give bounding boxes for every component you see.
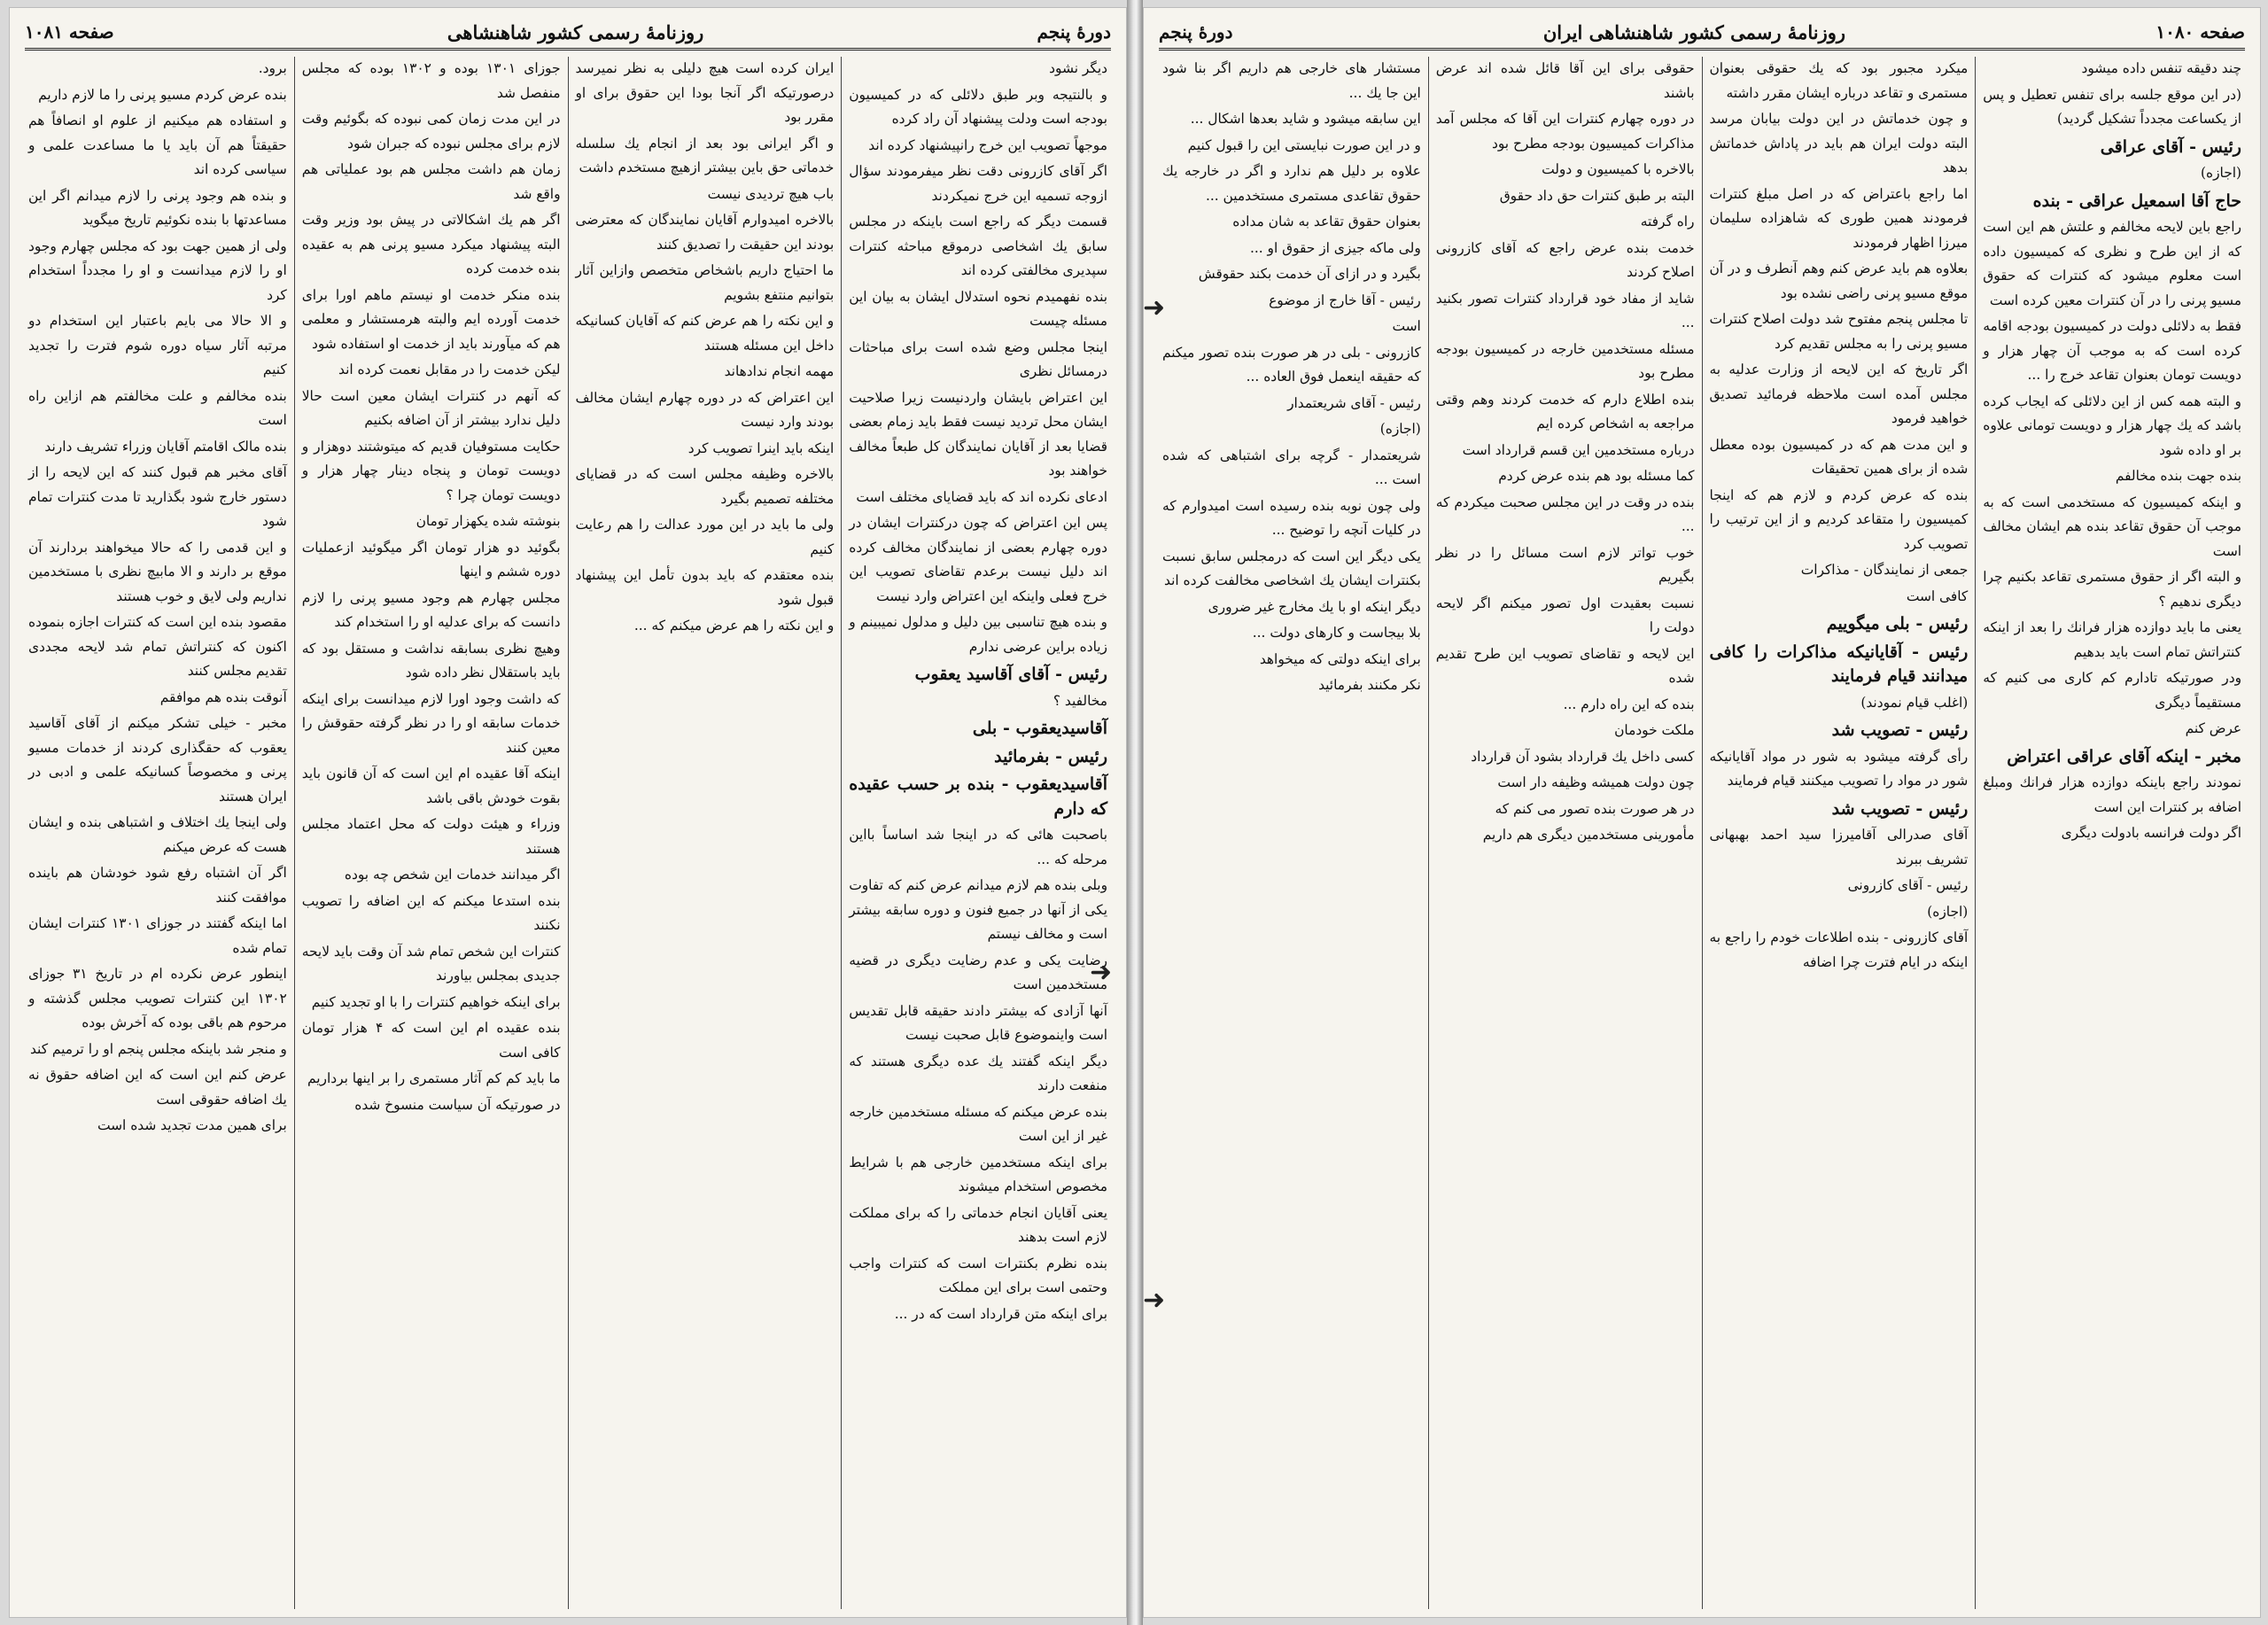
speaker-line: رئیس - آقایانیکه مذاکرات را کافی میدانند قیام فرمایند (1709, 641, 1969, 686)
paragraph: درباره مستخدمین این قسم قرارداد است (1462, 441, 1695, 458)
margin-arrow-icon: ➜ (1143, 292, 1166, 323)
paragraph: (در این موقع جلسه برای تنفس تعطیل و پس از یکساعت مجدداً تشکیل گردید) (1983, 86, 2241, 127)
right-page-edition: دورهٔ پنجم (1159, 21, 1233, 43)
paragraph: قسمت دیگر که راجع است باینکه در مجلس سابق یك اشخاصی درموقع مباحثه کنترات سپدیری مخالفتی کرده اند (849, 214, 1107, 278)
paragraph: و استفاده هم میکنیم از علوم او انصافاً هم حقیقتاً هم آن باید یا ما مساعدت علمی و سیاسی کرده اند (28, 113, 287, 177)
paragraph: مستشار های خارجی هم داریم اگر بنا شود این جا یك ... (1162, 60, 1421, 101)
paragraph: ملکت خودمان (1614, 722, 1695, 738)
paragraph: در صورتیکه آن سیاست منسوخ شده (354, 1096, 561, 1113)
paragraph: و بنده هیچ تناسبی بین دلیل و مدلول نمیبینم و زیاده براین عرضی ندارم (849, 614, 1107, 655)
paragraph: علاوه بر دلیل هم ندارد و اگر در خارجه یك حقوق تقاعدی مستمری مستخدمین ... (1162, 163, 1421, 204)
paragraph: شاید از مفاد خود قرارداد کنترات تصور بکنید ... (1435, 290, 1695, 330)
paragraph: اگر میدانند خدمات این شخص چه بوده (344, 867, 561, 882)
paragraph: میکرد مجبور بود که یك حقوقی بعنوان مستمری و تقاعد درباره ایشان مقرر داشته (1709, 60, 1969, 101)
paragraph: موجهاً تصویب این خرج رانپیشنهاد کرده اند (868, 136, 1107, 153)
paragraph: (اغلب قیام نمودند) (1860, 694, 1969, 711)
speaker-line: رئیس - بفرمائید (994, 746, 1107, 766)
margin-arrow-icon: ➜ (1143, 1285, 1166, 1316)
right-page (1143, 7, 2261, 1618)
paragraph: بلا بیجاست و کارهای دولت ... (1252, 625, 1421, 641)
paragraph: بنده جهت بنده مخالفم (2115, 468, 2241, 484)
speaker-line: مخبر - اینکه آقای عراقی اعتراض (2007, 746, 2241, 766)
paragraph: فقط به دلائلی دولت در کمیسیون بودجه اقامه کرده است که به موجب آن چهار هزار و دویست تومان بعنوان تقاعد خرج را ... (1983, 318, 2241, 383)
paragraph: ولی از همین جهت بود که مجلس چهارم وجود او را لازم میدانست و او را مجدداً استخدام کرد (28, 237, 287, 303)
paragraph: مجلس چهارم هم وجود مسیو پرنی را لازم دانست که برای عدلیه او را استخدام کند (301, 589, 561, 630)
paragraph: بنده استدعا میکنم که این اضافه را تصویب نکنند (301, 892, 561, 933)
paragraph: کافی است (1906, 587, 1969, 604)
right-page-column (1155, 57, 1428, 1609)
paragraph: بنده عرض کردم مسیو پرنی را ما لازم داریم (38, 86, 287, 103)
paragraph: آقای کازرونی - بنده اطلاعات خودم را راجع به اینکه در ایام فترت چرا اضافه (1709, 929, 1969, 970)
paragraph: اینجا مجلس وضع شده است برای مباحثات درمسائل نظری (849, 338, 1107, 379)
paragraph: ما احتیاج داریم باشخاص متخصص وازاین آثار بتوانیم منتفع بشویم (575, 262, 835, 303)
paragraph: است (1392, 318, 1421, 334)
paragraph: و منجر شد باینکه مجلس پنجم او را ترمیم کند (29, 1040, 287, 1057)
paragraph: و البته اگر از حقوق مستمری تقاعد بکنیم چرا دیگری ندهیم ؟ (1983, 569, 2241, 610)
paragraph: در این مدت زمان کمی نبوده که بگوئیم وقت لازم برای مجلس نبوده که جبران شود (301, 111, 561, 152)
paragraph: (اجازه) (1927, 903, 1969, 920)
speaker-line: رئیس - تصویب شد (1831, 798, 1969, 819)
paragraph: بعلاوه هم باید عرض کنم وهم آنطرف و در آن موقع مسیو پرنی راضی نشده بود (1709, 260, 1969, 301)
paragraph: و اگر ایرانی بود بعد از انجام یك سلسله خدماتی حق باین بیشتر ازهیچ مستخدم داشت (575, 135, 835, 175)
paragraph: و این نکته را هم عرض کنم که آقایان کسانیکه داخل این مسئله هستند (575, 313, 835, 354)
speaker-line: رئیس - آقای عراقی (2100, 136, 2241, 157)
right-page-header (1159, 16, 2245, 51)
paragraph: این سابقه میشود و شاید بعدها اشکال ... (1190, 111, 1421, 127)
left-page-number: صفحه ۱۰۸۱ (25, 21, 114, 43)
paragraph: (اجازه) (2201, 165, 2241, 181)
paragraph: آقای مخبر هم قبول کنند که این لایحه را از دستور خارج شود بگذارید تا مدت کنترات تمام شود (28, 464, 287, 529)
right-page-title: روزنامهٔ رسمی کشور شاهنشاهی ایران (1542, 20, 1845, 43)
paragraph: راجع باین لایحه مخالفم و علتش هم این است که از این طرح و نظری که کمیسیون داده است معلوم میشود که کنترات که حقوق مسیو پرنی را در آن کنترات معین کرده است (1983, 219, 2241, 308)
paragraph: که داشت وجود اورا لازم میدانست برای اینکه خدمات سابقه او را در نظر گرفته حقوقش را معین کنند (301, 690, 561, 756)
paragraph: برای همین مدت تجدید شده است (97, 1117, 287, 1133)
paragraph: برای اینکه دولتی که میخواهد (1259, 650, 1421, 667)
paragraph: حکایت مستوفیان قدیم که میتوشتند دوهزار و دویست تومان و پنجاه دینار چهار هزار و دویست تومان چرا ؟ (301, 438, 561, 503)
right-page-columns (1155, 57, 2249, 1609)
paragraph: کسی داخل یك قرارداد بشود آن قرارداد (1471, 748, 1695, 765)
paragraph: بعنوان حقوق تقاعد به شان مداده (1232, 214, 1421, 229)
paragraph: جمعی از نمایندگان - مذاکرات (1800, 562, 1969, 578)
paragraph: دیگر اینکه گفتند یك عده دیگری هستند که منفعت دارند (849, 1053, 1107, 1093)
paragraph: ولی چون نوبه بنده رسیده است امیدوارم که در کلیات آنچه را توضیح ... (1162, 497, 1421, 538)
paragraph: و این نکته را هم عرض میکنم که ... (633, 618, 835, 634)
left-page-edition: دورهٔ پنجم (1037, 21, 1111, 43)
paragraph: مخالفید ؟ (1052, 692, 1107, 709)
paragraph: (اجازه) (1379, 421, 1421, 437)
speaker-line: رئیس - آقای آقاسید یعقوب (914, 665, 1107, 684)
paragraph: دیگر نشود (1049, 60, 1107, 76)
paragraph: ولی ماکه جیزی از حقوق او ... (1249, 239, 1421, 256)
paragraph: باب هیچ تردیدی نیست (707, 185, 835, 202)
paragraph: بنده عقیده ام این است که ۴ هزار تومان کافی است (301, 1020, 561, 1061)
speaker-line: رئیس - بلی میگوییم (1826, 614, 1969, 634)
paragraph: و بالنتیجه وبر طبق دلائلی که در کمیسیون بودجه است ودلت پیشنهاد آن راد کرده (849, 86, 1107, 127)
paragraph: که آنهم در کنترات ایشان معین است حالا دلیل ندارد بیشتر از آن اضافه بکنیم (301, 387, 561, 428)
paragraph: حقوقی برای این آقا قائل شده اند عرض باشند (1435, 60, 1695, 101)
right-page-column (1428, 57, 1702, 1609)
paragraph: نسبت بعقیدت اول تصور میکنم اگر لایحه دولت را (1435, 595, 1695, 635)
paragraph: زمان هم داشت مجلس هم بود عملیاتی هم واقع شد (301, 161, 561, 202)
paragraph: بنده نفهمیدم نحوه استدلال ایشان به بیان این مسئله چیست (849, 288, 1107, 329)
paragraph: وهیچ نظری بسابقه نداشت و مستقل بود که باید باستقلال نظر داده شود (301, 640, 561, 680)
paragraph: چون دولت همیشه وظیفه دار است (1497, 774, 1695, 790)
paragraph: وزراء و هیئت دولت که محل اعتماد مجلس هستند (301, 816, 561, 857)
paragraph: این اعتراض بایشان واردنیست زیرا صلاحیت ایشان محل تردید نیست فقط باید زمام بعضی قضایا بعد از آقایان نمایندگان کل طبعاً مخالف خواهند بود (849, 389, 1107, 478)
right-page-column (1975, 57, 2249, 1609)
paragraph: آنها آزادی که بیشتر دادند حقیقه قابل تقدیس است واینموضوع قابل صحبت نیست (849, 1002, 1107, 1043)
paragraph: ادعای نکرده اند که باید قضایای مختلف است (856, 488, 1107, 505)
paragraph: خوب تواتر لازم است مسائل را در نظر بگیریم (1435, 544, 1695, 585)
paragraph: مهمه انجام ندادهاند (724, 363, 835, 379)
paragraph: اما راجع باعتراض که در اصل مبلغ کنترات فرمودند همین طوری که شاهزاده سلیمان میرزا اظهار فرمودند (1709, 185, 1969, 251)
speaker-line: رئیس - تصویب شد (1831, 720, 1969, 740)
paragraph: اگر هم یك اشکالاتی در پیش بود وزیر وقت البته پیشنهاد میکرد مسیو پرنی هم به عقیده بنده خدمت کرده (301, 212, 561, 276)
paragraph: و الا حالا می بایم باعتبار این استخدام دو مرتبه آثار سیاه دوره شوم فترت را تجدید کنیم (28, 313, 287, 377)
paragraph: عرض کنم (2185, 720, 2241, 736)
left-page-title: روزنامهٔ رسمی کشور شاهنشاهی (447, 20, 704, 43)
paragraph: مأمورینی مستخدمین دیگری هم داریم (1482, 827, 1695, 843)
paragraph: بگوئید دو هزار تومان اگر میگوئید ازعملیات دوره ششم و اینها (301, 539, 561, 579)
paragraph: یعنی آقایان انجام خدماتی را که برای مملکت لازم است بدهند (849, 1204, 1107, 1245)
paragraph: اینکه آقا عقیده ام این است که آن قانون باید بقوت خودش باقی باشد (301, 766, 561, 806)
paragraph: بالاخره وظیفه مجلس است که در قضایای مختلفه تصمیم بگیرد (575, 466, 835, 507)
paragraph: مخبر - خیلی تشکر میکنم از آقای آقاسید یعقوب که حقگذاری کردند از خدمات مسیو پرنی و مخصوصاً کسانیکه علمی و ادبی در ایران هستند (28, 715, 287, 805)
paragraph: و در این صورت نبایستی این را قبول کنیم (1187, 136, 1421, 153)
speaker-line: آقاسیدیعقوب - بلی (972, 719, 1107, 738)
paragraph: بنده که عرض کردم و لازم هم که اینجا کمیسیون را متقاعد کردیم و از این ترتیب را تصویب کرد (1709, 486, 1969, 552)
margin-arrow-icon: ➜ (1090, 957, 1113, 988)
paragraph: نمودند راجع باینکه دوازده هزار فرانك ومبلغ اضافه بر کنترات این است (1983, 774, 2241, 815)
paragraph: و بنده هم وجود پرنی را لازم میدانم اگر این مساعدتها با بنده نکوئیم تاریخ میگوید (28, 187, 287, 228)
paragraph: یکی دیگر این است که درمجلس سابق نسبت بکنترات ایشان یك اشخاصی مخالفت کرده اند (1162, 548, 1421, 588)
paragraph: اگر تاریخ که این لایحه از وزارت عدلیه به مجلس آمده است ملاحظه فرمائید تصدیق خواهید فرمود (1709, 362, 1969, 426)
paragraph: رئیس - آقای کازرونی (1847, 877, 1969, 893)
paragraph: تا مجلس پنجم مفتوح شد دولت اصلاح کنترات مسیو پرنی را به مجلس تقدیم کرد (1709, 311, 1969, 352)
paragraph: بنده مالک اقامتم آقایان وزراء تشریف دارند (44, 438, 287, 455)
paragraph: و این قدمی را که حالا میخواهند بردارند آن موقع بر دارند و الا مابیچ نظری با مستخدمین نداریم ولی لایق و خوب هستند (28, 539, 287, 604)
paragraph: چند دقیقه تنفس داده میشود (2081, 60, 2241, 76)
paragraph: کنترات این شخص تمام شد آن وقت باید لایحه جدیدی بمجلس بیاورند (301, 943, 561, 984)
paragraph: آنوقت بنده هم موافقم (159, 688, 287, 705)
paragraph: رأی گرفته میشود به شور در مواد آقایانیکه شور در مواد را تصویب میکنند قیام فرمایند (1709, 748, 1969, 789)
left-page (9, 7, 1127, 1618)
left-page-column (21, 57, 294, 1609)
paragraph: اگر آقای کازرونی دقت نظر میفرمودند سؤال ازوجه تسمیه این خرج نمیکردند (849, 163, 1107, 204)
paragraph: اگر دولت فرانسه بادولت دیگری (2061, 825, 2241, 841)
paragraph: آقای صدرالی آقامیرزا سید احمد بهبهانی تشریف ببرند (1709, 827, 1969, 867)
paragraph: اگر آن اشتباه رفع شود خودشان هم باینده موافقت کنند (28, 865, 287, 906)
paragraph: وبلی بنده هم لازم میدانم عرض کنم که تفاوت یکی از آنها در جمیع فنون و دوره سابقه بیشتر است و مخالف نیستم (849, 877, 1107, 942)
paragraph: شریعتمدار - گرچه برای اشتباهی که شده است ... (1162, 447, 1421, 487)
paragraph: خدمت بنده عرض راجع که آقای کازرونی اصلاح کردند (1435, 239, 1695, 280)
paragraph: راه گرفته (1640, 214, 1695, 229)
paragraph: اینطور عرض نکرده ام در تاریخ ۳۱ جوزای ۱۳۰۲ این کنترات تصویب مجلس گذشته و مرحوم هم باقی بوده که آخرش بوده (28, 966, 287, 1030)
paragraph: در دوره چهارم کنترات این آقا که مجلس آمد مذاکرات کمیسیون بودجه مطرح بود (1435, 111, 1695, 152)
page-gutter (1127, 0, 1143, 1625)
paragraph: نکر مکنند بفرمائید (1318, 677, 1421, 693)
paragraph: یعنی ما باید دوازده هزار فرانك را بعد از اینکه کنتراتش تمام است باید بدهیم (1983, 619, 2241, 660)
paragraph: کازرونی - بلی در هر صورت بنده تصور میکنم که حقیقه اینعمل فوق العاده ... (1162, 344, 1421, 385)
left-page-column (568, 57, 842, 1609)
paragraph: در هر صورت بنده تصور می کنم که (1495, 800, 1695, 817)
left-page-columns (21, 57, 1115, 1609)
paragraph: البته بر طبق کنترات حق داد حقوق (1499, 187, 1695, 204)
paragraph: این لایحه و تقاضای تصویب این طرح تقدیم شده (1435, 645, 1695, 686)
paragraph: ما باید کم کم آثار مستمری را بر اینها برداریم (307, 1070, 561, 1086)
paragraph: دیگر اینکه او با یك مخارج غیر ضروری (1208, 598, 1421, 615)
paragraph: اینکه باید اینرا تصویب کرد (687, 439, 835, 456)
paragraph: رئیس - آقای شریعتمدار (1287, 394, 1421, 411)
paragraph: جوزای ۱۳۰۱ بوده و ۱۳۰۲ بوده که مجلس منفصل شد (301, 60, 561, 101)
right-page-number: صفحه ۱۰۸۰ (2155, 21, 2245, 43)
left-page-column (294, 57, 568, 1609)
paragraph: و این مدت هم که در کمیسیون بوده معطل شده از برای همین تحقیقات (1709, 436, 1969, 477)
paragraph: ولی ما باید در این مورد عدالت را هم رعایت کنیم (575, 517, 835, 557)
paragraph: عرض کنم این است که این اضافه حقوق نه یك اضافه حقوقی است (28, 1067, 287, 1108)
paragraph: ودر صورتیکه تادارم کم کاری می کنیم که مستقیماً دیگری (1983, 670, 2241, 711)
paragraph: برای اینکه خواهیم کنترات را با او تجدید کنیم (311, 993, 561, 1010)
paragraph: بنده اطلاع دارم که خدمت کردند وهم وقتی مراجعه به اشخاص کرده ایم (1435, 391, 1695, 432)
paragraph: برود. (258, 60, 287, 76)
paragraph: این اعتراض که در دوره چهارم ایشان مخالف بودند وارد نیست (575, 389, 835, 430)
paragraph: مقصود بنده این است که کنترات اجازه بنموده اکنون که کنتراتش تمام شد لایحه مجددی تقدیم مجلس کنند (28, 614, 287, 679)
left-page-header (25, 16, 1111, 51)
paragraph: بگیرد و در ازای آن خدمت بکند حقوقش (1198, 266, 1421, 282)
left-page-column (841, 57, 1115, 1609)
paragraph: بالاخره امیدوارم آقایان نمایندگان که معترضی بودند این حقیقت را تصدیق کنند (575, 212, 835, 253)
paragraph: و اینکه کمیسیون که مستخدمی است که به موجب آن حقوق تقاعد بنده هم ایشان مخالف است (1983, 494, 2241, 559)
paragraph: بنده نظرم بکنترات است که کنترات واجب وحتمی است برای این مملکت (849, 1255, 1107, 1295)
paragraph: لیکن خدمت را در مقابل نعمت کرده اند (338, 362, 561, 377)
paragraph: ایران کرده است هیچ دلیلی به نظر نمیرسد درصورتیکه اگر آنجا بودا این حقوق برای او مقرر بود (575, 60, 835, 125)
paragraph: بنده عرض میکنم که مسئله مستخدمین خارجه غیر از این است (849, 1103, 1107, 1144)
paragraph: بنده در وقت در این مجلس صحبت میکردم که ... (1435, 494, 1695, 534)
paragraph: کما مسئله بود هم بنده عرض کردم (1498, 468, 1695, 484)
paragraph: و چون خدماتش در این دولت بیابان مرسد البته دولت ایران هم باید در پاداش خدماتش بدهد (1709, 111, 1969, 175)
paragraph: بنوشته شده یکهزار تومان (416, 513, 561, 529)
speaker-line: آقاسیدیعقوب - بنده بر حسب عقیده که دارم (849, 774, 1107, 819)
paragraph: بنده منکر خدمت او نیستم ماهم اورا برای خدمت آورده ایم والبته هرمستشار و معلمی هم که میآورند باید از خدمت او استفاده شود (301, 286, 561, 352)
paragraph: پس این اعتراض که چون درکنترات ایشان در دوره چهارم بعضی از نمایندگان مخالف کرده اند دلیل نیست برعدم تقاضای تصویب این خرج فعلی واینکه این اعتراض وارد نیست (849, 515, 1107, 604)
paragraph: رئیس - آقا خارج از موضوع (1269, 292, 1421, 308)
paragraph: رضایت یکی و عدم رضایت دیگری در قضیه مستخدمین است (849, 952, 1107, 992)
paragraph: و البته همه کس از این دلائلی که ایجاب کرده باشد که یك چهار هزار و دویست تومانی علاوه بر او داده شود (1983, 393, 2241, 458)
paragraph: برای اینکه متن قرارداد است که در ... (894, 1305, 1107, 1322)
paragraph: بالاخره با کمیسیون و دولت (1542, 161, 1695, 177)
paragraph: بنده معتقدم که باید بدون تأمل این پیشنهاد قبول شود (575, 567, 835, 608)
right-page-column (1702, 57, 1976, 1609)
paragraph: برای اینکه مستخدمین خارجی هم با شرایط مخصوص استخدام میشوند (849, 1154, 1107, 1194)
paragraph: بنده مخالفم و علت مخالفتم هم ازاین راه است (28, 387, 287, 428)
paragraph: مسئله مستخدمین خارجه در کمیسیون بودجه مطرح بود (1435, 340, 1695, 381)
paragraph: باصحبت هائی که در اینجا شد اساساً بااین مرحله که ... (849, 827, 1107, 867)
paragraph: ولی اینجا یك اختلاف و اشتباهی بنده و ایشان هست که عرض میکنم (28, 814, 287, 855)
speaker-line: حاج آقا اسمعیل عراقی - بنده (2032, 190, 2241, 211)
paragraph: بنده که این راه دارم ... (1563, 696, 1695, 712)
paragraph: اما اینکه گفتند در جوزای ۱۳۰۱ کنترات ایشان تمام شده (28, 915, 287, 956)
